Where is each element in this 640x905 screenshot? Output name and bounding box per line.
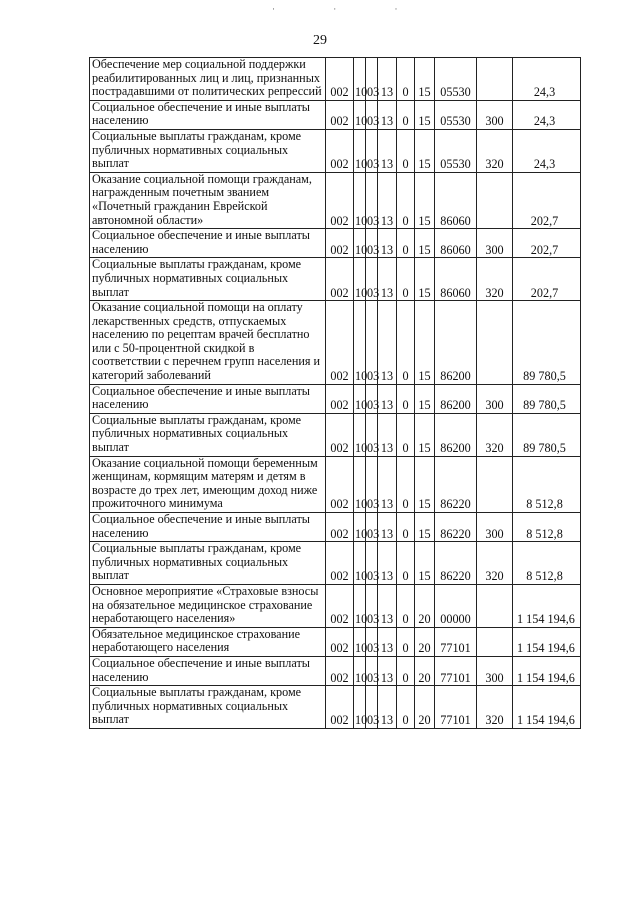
row-name: Социальные выплаты гражданам, кроме публичных нормативных социальных выплат bbox=[90, 542, 326, 585]
target-code-part-4: 86060 bbox=[435, 229, 477, 258]
target-code-part-1: 13 bbox=[378, 58, 397, 101]
target-code-part-3: 15 bbox=[415, 172, 435, 228]
target-code-part-2: 0 bbox=[397, 301, 415, 385]
target-code-part-3: 15 bbox=[415, 258, 435, 301]
amount: 1 154 194,6 bbox=[513, 584, 581, 627]
target-code-part-3: 15 bbox=[415, 384, 435, 413]
expense-type-code bbox=[477, 627, 513, 656]
ved-code: 002 bbox=[326, 627, 354, 656]
row-name: Оказание социальной помощи гражданам, награжденным почетным званием «Почетный гражданин Еврейской автономной области» bbox=[90, 172, 326, 228]
table-body bbox=[90, 58, 581, 729]
expense-type-code: 320 bbox=[477, 258, 513, 301]
table-row bbox=[90, 301, 581, 385]
target-code-part-4: 77101 bbox=[435, 686, 477, 729]
budget-table bbox=[89, 57, 581, 729]
target-code-part-4: 86220 bbox=[435, 542, 477, 585]
section-code: 10 bbox=[354, 542, 366, 585]
section-code: 10 bbox=[354, 301, 366, 385]
row-name: Обеспечение мер социальной поддержки реабилитированных лиц и лиц, признанных пострадавшими от политических репрессий bbox=[90, 58, 326, 101]
section-code: 10 bbox=[354, 686, 366, 729]
target-code-part-2: 0 bbox=[397, 686, 415, 729]
target-code-part-2: 0 bbox=[397, 258, 415, 301]
section-code: 10 bbox=[354, 513, 366, 542]
target-code-part-1: 13 bbox=[378, 172, 397, 228]
target-code-part-4: 86060 bbox=[435, 172, 477, 228]
row-name: Социальные выплаты гражданам, кроме публичных нормативных социальных выплат bbox=[90, 258, 326, 301]
page-number: 29 bbox=[313, 33, 327, 48]
target-code-part-2: 0 bbox=[397, 456, 415, 512]
amount: 8 512,8 bbox=[513, 542, 581, 585]
subsection-code: 03 bbox=[366, 172, 378, 228]
target-code-part-3: 20 bbox=[415, 627, 435, 656]
target-code-part-3: 20 bbox=[415, 656, 435, 685]
target-code-part-4: 86220 bbox=[435, 456, 477, 512]
section-code: 10 bbox=[354, 129, 366, 172]
target-code-part-2: 0 bbox=[397, 542, 415, 585]
amount: 8 512,8 bbox=[513, 513, 581, 542]
target-code-part-4: 86200 bbox=[435, 413, 477, 456]
row-name: Социальные выплаты гражданам, кроме публичных нормативных социальных выплат bbox=[90, 413, 326, 456]
table-row bbox=[90, 456, 581, 512]
ved-code: 002 bbox=[326, 129, 354, 172]
target-code-part-4: 77101 bbox=[435, 656, 477, 685]
expense-type-code bbox=[477, 456, 513, 512]
section-code: 10 bbox=[354, 172, 366, 228]
target-code-part-1: 13 bbox=[378, 584, 397, 627]
expense-type-code: 320 bbox=[477, 542, 513, 585]
expense-type-code: 300 bbox=[477, 656, 513, 685]
ved-code: 002 bbox=[326, 100, 354, 129]
expense-type-code: 320 bbox=[477, 686, 513, 729]
row-name: Социальное обеспечение и иные выплаты населению bbox=[90, 656, 326, 685]
section-code: 10 bbox=[354, 100, 366, 129]
amount: 1 154 194,6 bbox=[513, 686, 581, 729]
target-code-part-3: 20 bbox=[415, 584, 435, 627]
target-code-part-2: 0 bbox=[397, 172, 415, 228]
target-code-part-3: 15 bbox=[415, 229, 435, 258]
amount: 24,3 bbox=[513, 100, 581, 129]
expense-type-code bbox=[477, 584, 513, 627]
target-code-part-4: 05530 bbox=[435, 100, 477, 129]
row-name: Социальное обеспечение и иные выплаты населению bbox=[90, 384, 326, 413]
subsection-code: 03 bbox=[366, 456, 378, 512]
ved-code: 002 bbox=[326, 513, 354, 542]
ved-code: 002 bbox=[326, 384, 354, 413]
scan-artifact-dots: · · · bbox=[272, 4, 426, 14]
amount: 202,7 bbox=[513, 258, 581, 301]
subsection-code: 03 bbox=[366, 58, 378, 101]
row-name: Социальное обеспечение и иные выплаты населению bbox=[90, 229, 326, 258]
amount: 24,3 bbox=[513, 58, 581, 101]
table-row bbox=[90, 100, 581, 129]
ved-code: 002 bbox=[326, 229, 354, 258]
section-code: 10 bbox=[354, 258, 366, 301]
expense-type-code: 320 bbox=[477, 129, 513, 172]
subsection-code: 03 bbox=[366, 584, 378, 627]
table-row bbox=[90, 513, 581, 542]
target-code-part-2: 0 bbox=[397, 627, 415, 656]
target-code-part-3: 15 bbox=[415, 456, 435, 512]
table-row bbox=[90, 656, 581, 685]
table-row bbox=[90, 686, 581, 729]
target-code-part-2: 0 bbox=[397, 584, 415, 627]
target-code-part-3: 15 bbox=[415, 100, 435, 129]
expense-type-code bbox=[477, 172, 513, 228]
subsection-code: 03 bbox=[366, 100, 378, 129]
target-code-part-1: 13 bbox=[378, 456, 397, 512]
ved-code: 002 bbox=[326, 172, 354, 228]
expense-type-code: 300 bbox=[477, 100, 513, 129]
target-code-part-2: 0 bbox=[397, 129, 415, 172]
amount: 202,7 bbox=[513, 229, 581, 258]
subsection-code: 03 bbox=[366, 258, 378, 301]
expense-type-code: 300 bbox=[477, 384, 513, 413]
subsection-code: 03 bbox=[366, 129, 378, 172]
ved-code: 002 bbox=[326, 58, 354, 101]
subsection-code: 03 bbox=[366, 301, 378, 385]
target-code-part-2: 0 bbox=[397, 58, 415, 101]
ved-code: 002 bbox=[326, 584, 354, 627]
ved-code: 002 bbox=[326, 542, 354, 585]
table-row bbox=[90, 229, 581, 258]
target-code-part-1: 13 bbox=[378, 229, 397, 258]
amount: 89 780,5 bbox=[513, 301, 581, 385]
table-row bbox=[90, 172, 581, 228]
row-name: Социальное обеспечение и иные выплаты населению bbox=[90, 100, 326, 129]
row-name: Социальные выплаты гражданам, кроме публичных нормативных социальных выплат bbox=[90, 686, 326, 729]
target-code-part-2: 0 bbox=[397, 513, 415, 542]
row-name: Обязательное медицинское страхование неработающего населения bbox=[90, 627, 326, 656]
subsection-code: 03 bbox=[366, 656, 378, 685]
expense-type-code: 300 bbox=[477, 229, 513, 258]
target-code-part-1: 13 bbox=[378, 627, 397, 656]
target-code-part-1: 13 bbox=[378, 100, 397, 129]
target-code-part-2: 0 bbox=[397, 656, 415, 685]
amount: 202,7 bbox=[513, 172, 581, 228]
target-code-part-1: 13 bbox=[378, 301, 397, 385]
target-code-part-1: 13 bbox=[378, 656, 397, 685]
row-name: Оказание социальной помощи на оплату лекарственных средств, отпускаемых населению по рецептам врачей бесплатно или с 50-процентной скидкой в соответствии с перечнем групп населения и категорий заболеваний bbox=[90, 301, 326, 385]
section-code: 10 bbox=[354, 584, 366, 627]
subsection-code: 03 bbox=[366, 413, 378, 456]
target-code-part-3: 15 bbox=[415, 58, 435, 101]
table-row bbox=[90, 58, 581, 101]
ved-code: 002 bbox=[326, 301, 354, 385]
target-code-part-3: 15 bbox=[415, 301, 435, 385]
section-code: 10 bbox=[354, 413, 366, 456]
target-code-part-2: 0 bbox=[397, 100, 415, 129]
section-code: 10 bbox=[354, 627, 366, 656]
subsection-code: 03 bbox=[366, 229, 378, 258]
section-code: 10 bbox=[354, 456, 366, 512]
target-code-part-1: 13 bbox=[378, 129, 397, 172]
table-row bbox=[90, 627, 581, 656]
target-code-part-4: 86220 bbox=[435, 513, 477, 542]
target-code-part-4: 86200 bbox=[435, 301, 477, 385]
section-code: 10 bbox=[354, 58, 366, 101]
subsection-code: 03 bbox=[366, 542, 378, 585]
target-code-part-3: 15 bbox=[415, 129, 435, 172]
row-name: Социальное обеспечение и иные выплаты населению bbox=[90, 513, 326, 542]
ved-code: 002 bbox=[326, 413, 354, 456]
table-row bbox=[90, 584, 581, 627]
row-name: Социальные выплаты гражданам, кроме публичных нормативных социальных выплат bbox=[90, 129, 326, 172]
target-code-part-1: 13 bbox=[378, 258, 397, 301]
target-code-part-1: 13 bbox=[378, 686, 397, 729]
target-code-part-2: 0 bbox=[397, 413, 415, 456]
target-code-part-4: 00000 bbox=[435, 584, 477, 627]
ved-code: 002 bbox=[326, 258, 354, 301]
row-name: Оказание социальной помощи беременным женщинам, кормящим матерям и детям в возрасте до трех лет, имеющим доход ниже прожиточного минимума bbox=[90, 456, 326, 512]
table-row bbox=[90, 129, 581, 172]
amount: 89 780,5 bbox=[513, 384, 581, 413]
section-code: 10 bbox=[354, 384, 366, 413]
target-code-part-3: 15 bbox=[415, 542, 435, 585]
target-code-part-4: 05530 bbox=[435, 58, 477, 101]
target-code-part-4: 86060 bbox=[435, 258, 477, 301]
target-code-part-4: 77101 bbox=[435, 627, 477, 656]
subsection-code: 03 bbox=[366, 513, 378, 542]
expense-type-code bbox=[477, 58, 513, 101]
subsection-code: 03 bbox=[366, 686, 378, 729]
table-row bbox=[90, 413, 581, 456]
amount: 24,3 bbox=[513, 129, 581, 172]
table-row bbox=[90, 384, 581, 413]
amount: 89 780,5 bbox=[513, 413, 581, 456]
section-code: 10 bbox=[354, 229, 366, 258]
target-code-part-3: 15 bbox=[415, 513, 435, 542]
target-code-part-1: 13 bbox=[378, 542, 397, 585]
table-row bbox=[90, 542, 581, 585]
ved-code: 002 bbox=[326, 686, 354, 729]
amount: 1 154 194,6 bbox=[513, 656, 581, 685]
target-code-part-3: 20 bbox=[415, 686, 435, 729]
target-code-part-4: 05530 bbox=[435, 129, 477, 172]
subsection-code: 03 bbox=[366, 384, 378, 413]
target-code-part-4: 86200 bbox=[435, 384, 477, 413]
section-code: 10 bbox=[354, 656, 366, 685]
ved-code: 002 bbox=[326, 656, 354, 685]
target-code-part-1: 13 bbox=[378, 413, 397, 456]
row-name: Основное мероприятие «Страховые взносы на обязательное медицинское страхование неработающего населения» bbox=[90, 584, 326, 627]
expense-type-code: 320 bbox=[477, 413, 513, 456]
target-code-part-2: 0 bbox=[397, 229, 415, 258]
target-code-part-3: 15 bbox=[415, 413, 435, 456]
amount: 1 154 194,6 bbox=[513, 627, 581, 656]
target-code-part-2: 0 bbox=[397, 384, 415, 413]
expense-type-code: 300 bbox=[477, 513, 513, 542]
ved-code: 002 bbox=[326, 456, 354, 512]
target-code-part-1: 13 bbox=[378, 513, 397, 542]
table-row bbox=[90, 258, 581, 301]
amount: 8 512,8 bbox=[513, 456, 581, 512]
target-code-part-1: 13 bbox=[378, 384, 397, 413]
expense-type-code bbox=[477, 301, 513, 385]
subsection-code: 03 bbox=[366, 627, 378, 656]
